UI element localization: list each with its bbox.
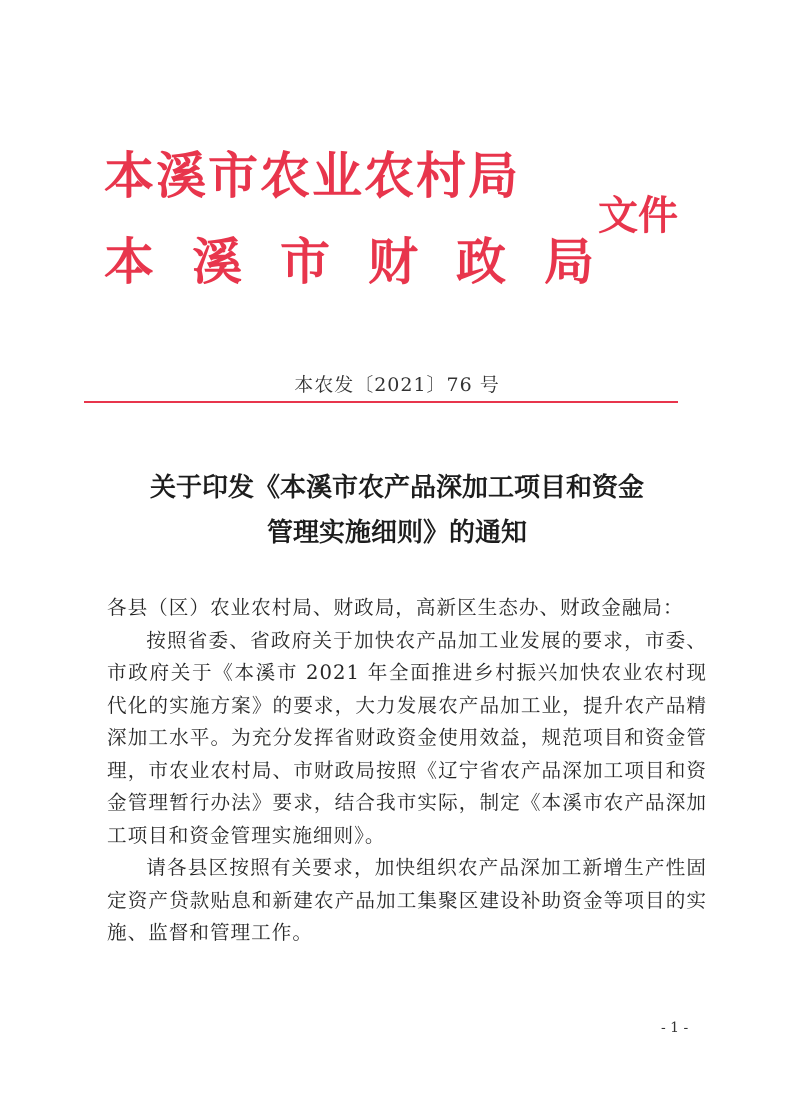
document-title: [80, 466, 714, 556]
issuer-name-agriculture: 本溪市农业农村局: [104, 147, 520, 205]
page-number: - 1 -: [661, 1020, 689, 1036]
title-line-1: 关于印发《本溪市农产品深加工项目和资金: [149, 473, 644, 503]
document-number: 本农发〔2021〕76 号: [294, 374, 500, 396]
body-paragraph-2: 请各县区按照有关要求，加快组织农产品深加工新增生产性固定资产贷款贴息和新建农产品加工集聚区建设补助资金等项目的实施、监督和管理工作。: [107, 856, 707, 944]
document-type-label: 文件: [598, 193, 678, 239]
salutation: 各县（区）农业农村局、财政局，高新区生态办、财政金融局：: [107, 596, 684, 619]
document-body: [107, 592, 707, 950]
title-line-2: 管理实施细则》的通知: [266, 518, 527, 548]
body-paragraph-1: 按照省委、省政府关于加快农产品加工业发展的要求，市委、市政府关于《本溪市 2021 年全面推进乡村振兴加快农业农村现代化的实施方案》的要求，大力发展农产品加工业，提升农产品精深加工水平。为充分发挥省财政资金使用效益，规范项目和资金管理，市农业农村局、市财政局按照《辽宁省农产品深加工项目和资金管理暂行办法》要求，结合我市实际，制定《本溪市农产品深加工项目和资金管理实施细则》。: [107, 628, 707, 847]
issuer-name-finance: 本溪市财政局: [104, 233, 632, 291]
red-divider-line: [84, 401, 678, 403]
